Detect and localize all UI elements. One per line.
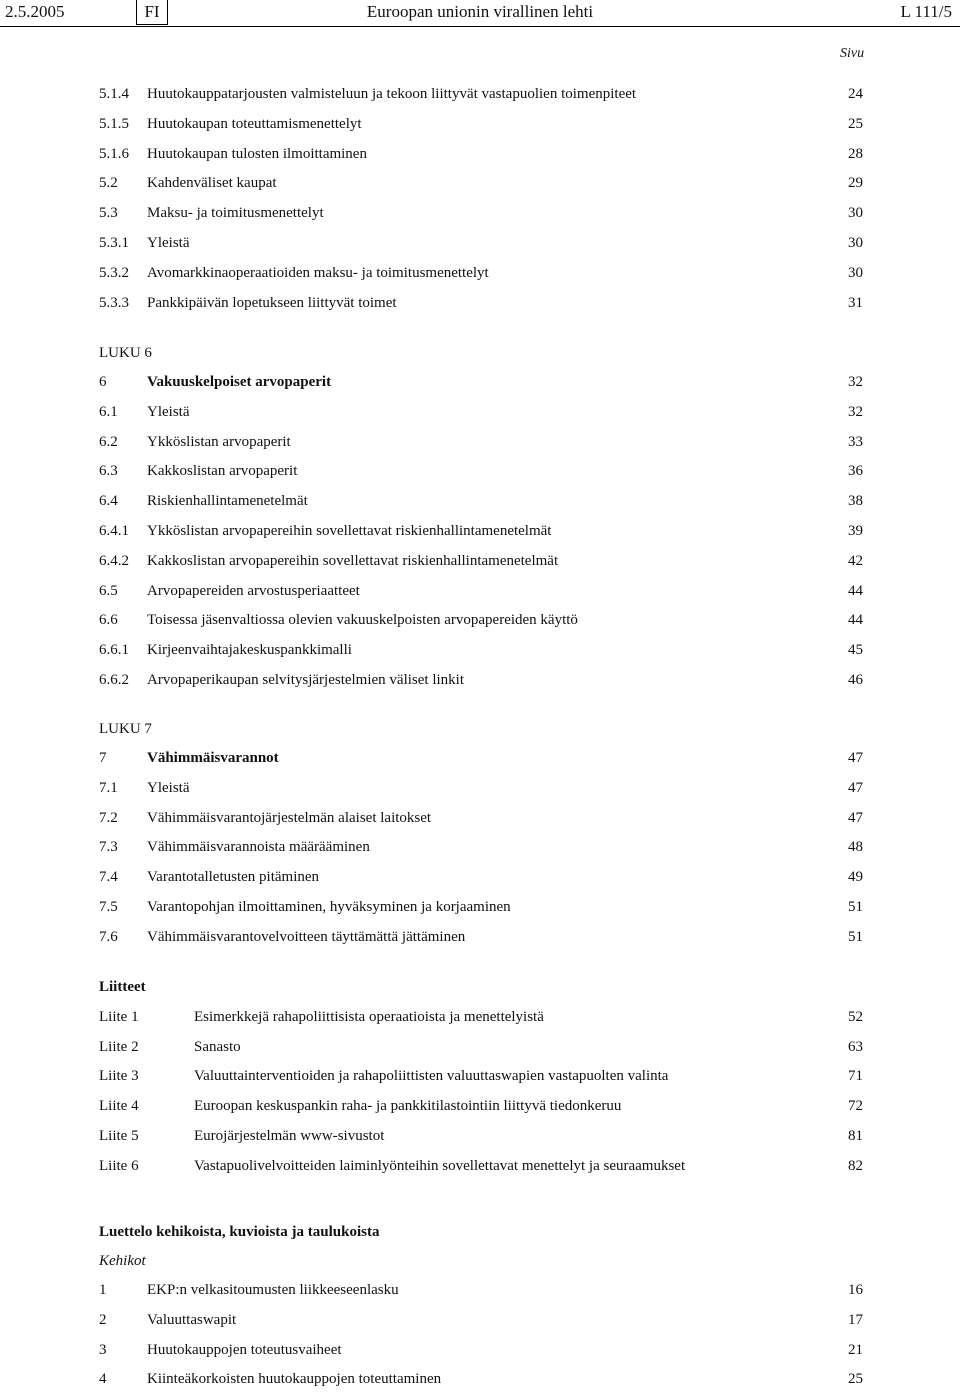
toc-entry-title: Kakkoslistan arvopapereihin sovellettavat riskienhallintamenetelmät xyxy=(147,552,559,569)
toc-entry-number: 6.4.1 xyxy=(99,523,129,539)
toc-entry-page: 47 xyxy=(848,750,863,766)
toc-entry-title: Huutokauppatarjousten valmisteluun ja tekoon liittyvät vastapuolien toimenpiteet xyxy=(147,86,637,102)
toc-entry-page: 63 xyxy=(848,1038,863,1055)
toc-entry-number: 6.3 xyxy=(99,463,118,480)
toc-entry-number: 6.2 xyxy=(99,433,118,450)
chapter-6-label: LUKU 6 xyxy=(99,345,152,361)
toc-entry-number: 5.1.5 xyxy=(99,115,129,132)
toc-entry-title: Arvopapereiden arvostusperiaatteet xyxy=(147,582,360,599)
toc-entry-title: Huutokaupan tulosten ilmoittaminen xyxy=(147,145,367,162)
toc-entry-number: Liite 3 xyxy=(99,1068,139,1085)
toc-entry-number: 5.1.6 xyxy=(99,145,129,162)
toc-entry-page: 45 xyxy=(848,642,863,659)
toc-entry xyxy=(0,1158,960,1180)
toc-entry xyxy=(0,929,960,951)
toc-entry xyxy=(0,404,960,426)
toc-entry-page: 36 xyxy=(848,463,863,480)
toc-entry-number: 6.6.2 xyxy=(99,672,129,688)
toc-entry xyxy=(0,1068,960,1090)
toc-entry-page: 51 xyxy=(848,928,863,945)
page-column-label: Sivu xyxy=(840,46,865,61)
toc-entry-page: 31 xyxy=(848,294,863,311)
toc-entry-number: Liite 1 xyxy=(99,1009,139,1025)
toc-entry xyxy=(0,86,960,108)
toc-entry-number: 5.3.2 xyxy=(99,264,129,281)
toc-entry-title: Varantotalletusten pitäminen xyxy=(147,869,320,886)
toc-entry xyxy=(0,1098,960,1120)
toc-entry xyxy=(0,1039,960,1061)
toc-entry-title: Vähimmäisvarannoista määrääminen xyxy=(147,839,370,856)
toc-entry-number: 6 xyxy=(99,374,107,390)
toc-entry-number: 5.3.1 xyxy=(99,235,129,251)
toc-entry-title: Varantopohjan ilmoittaminen, hyväksyminen ja korjaaminen xyxy=(147,899,511,915)
toc-entry-title: Huutokaupan toteuttamismenettelyt xyxy=(147,115,362,132)
toc-entry-number: Liite 2 xyxy=(99,1038,139,1055)
toc-entry-title: Riskienhallintamenetelmät xyxy=(147,493,308,510)
toc-entry-number: 3 xyxy=(99,1341,107,1358)
toc-entry xyxy=(0,642,960,664)
toc-entry-page: 72 xyxy=(848,1098,863,1115)
toc-entry xyxy=(0,672,960,694)
toc-entry-page: 17 xyxy=(848,1311,863,1328)
toc-entry-number: 5.1.4 xyxy=(99,86,129,102)
toc-entry-number: 6.1 xyxy=(99,403,118,420)
toc-entry-title: Vähimmäisvarantojärjestelmän alaiset laitokset xyxy=(147,809,432,826)
toc-entry-title: Ykköslistan arvopaperit xyxy=(147,433,291,450)
toc-entry xyxy=(0,1342,960,1364)
toc-entry-page: 24 xyxy=(848,86,863,102)
toc-entry-number: Liite 5 xyxy=(99,1127,139,1144)
toc-entry-title: Arvopaperikaupan selvitysjärjestelmien väliset linkit xyxy=(147,672,464,688)
toc-entry-title: Kakkoslistan arvopaperit xyxy=(147,463,298,480)
toc-entry-title: Vastapuolivelvoitteiden laiminlyönteihin sovellettavat menettelyt ja seuraamukset xyxy=(194,1157,686,1174)
figures-heading: Luettelo kehikoista, kuvioista ja taulukoista xyxy=(99,1224,380,1240)
toc-entry-page: 47 xyxy=(848,779,863,796)
toc-entry-page: 44 xyxy=(848,612,863,629)
header-date: 2.5.2005 xyxy=(5,2,65,21)
toc-entry-page: 33 xyxy=(848,433,863,450)
toc-entry xyxy=(0,205,960,227)
toc-entry-number: 4 xyxy=(99,1371,107,1388)
toc-entry-title: EKP:n velkasitoumusten liikkeeseenlasku xyxy=(147,1282,399,1298)
toc-entry xyxy=(0,265,960,287)
toc-entry-title: Kirjeenvaihtajakeskuspankkimalli xyxy=(147,642,352,659)
toc-entry-page: 49 xyxy=(848,869,863,886)
toc-entry-title: Avomarkkinaoperaatioiden maksu- ja toimitusmenettelyt xyxy=(147,264,489,281)
annexes-heading: Liitteet xyxy=(99,979,146,995)
toc-entry-number: Liite 6 xyxy=(99,1157,139,1174)
toc-entry-page: 47 xyxy=(848,809,863,826)
toc-entry-title: Huutokauppojen toteutusvaiheet xyxy=(147,1341,342,1358)
toc-entry xyxy=(0,175,960,197)
toc-entry-number: 7.5 xyxy=(99,899,118,915)
toc-entry-title: Pankkipäivän lopetukseen liittyvät toimet xyxy=(147,294,397,311)
page-number: L 111/5 xyxy=(900,2,952,21)
toc-entry-page: 52 xyxy=(848,1009,863,1025)
toc-entry-title: Toisessa jäsenvaltiossa olevien vakuuskelpoisten arvopapereiden käyttö xyxy=(147,612,578,629)
toc-entry-page: 28 xyxy=(848,145,863,162)
journal-title: Euroopan unionin virallinen lehti xyxy=(366,2,594,21)
toc-entry-page: 32 xyxy=(848,374,863,390)
chapter-7-label: LUKU 7 xyxy=(99,721,152,737)
toc-entry-number: 7.3 xyxy=(99,839,118,856)
toc-entry-title: Yleistä xyxy=(147,403,190,420)
toc-entry xyxy=(0,1282,960,1304)
toc-entry xyxy=(0,553,960,575)
toc-entry-page: 81 xyxy=(848,1127,863,1144)
toc-entry-number: 7 xyxy=(99,750,107,766)
toc-entry-title: Euroopan keskuspankin raha- ja pankkitilastointiin liittyvä tiedonkeruu xyxy=(194,1098,622,1115)
toc-entry-page: 29 xyxy=(848,175,863,192)
toc-entry-title: Yleistä xyxy=(147,235,190,251)
toc-entry-number: 5.3 xyxy=(99,205,118,222)
toc-entry-title: Vähimmäisvarannot xyxy=(147,750,279,766)
toc-entry xyxy=(0,899,960,921)
toc-entry-number: 6.6 xyxy=(99,612,118,629)
toc-entry-title: Maksu- ja toimitusmenettelyt xyxy=(147,205,324,222)
toc-entry-title: Eurojärjestelmän www-sivustot xyxy=(194,1127,385,1144)
toc-entry-number: 1 xyxy=(99,1282,107,1298)
toc-entry-page: 30 xyxy=(848,264,863,281)
toc-entry xyxy=(0,434,960,456)
toc-entry-title: Kahdenväliset kaupat xyxy=(147,175,277,192)
toc-entry-page: 82 xyxy=(848,1157,863,1174)
toc-entry xyxy=(0,146,960,168)
toc-entry-title: Valuuttaswapit xyxy=(147,1311,237,1328)
toc-entry-title: Vakuuskelpoiset arvopaperit xyxy=(147,374,332,390)
toc-entry-page: 21 xyxy=(848,1341,863,1358)
toc-entry-title: Ykköslistan arvopapereihin sovellettavat riskienhallintamenetelmät xyxy=(147,523,552,539)
toc-entry-number: 6.4.2 xyxy=(99,552,129,569)
toc-entry-page: 38 xyxy=(848,493,863,510)
toc-entry-title: Valuuttainterventioiden ja rahapoliittisten valuuttaswapien vastapuolten valinta xyxy=(194,1068,669,1085)
toc-entry-title: Yleistä xyxy=(147,779,190,796)
toc-entry-page: 46 xyxy=(848,672,863,688)
toc-entry xyxy=(0,235,960,257)
toc-entry-number: 7.4 xyxy=(99,869,118,886)
toc-entry xyxy=(0,750,960,772)
toc-entry xyxy=(0,869,960,891)
toc-entry-page: 51 xyxy=(848,899,863,915)
toc-entry xyxy=(0,463,960,485)
toc-entry xyxy=(0,523,960,545)
toc-entry xyxy=(0,116,960,138)
toc-entry xyxy=(0,493,960,515)
toc-entry xyxy=(0,1009,960,1031)
toc-entry-number: 5.2 xyxy=(99,175,118,192)
toc-entry-title: Esimerkkejä rahapoliittisista operaatioista ja menettelyistä xyxy=(194,1009,544,1025)
toc-entry-title: Vähimmäisvarantovelvoitteen täyttämättä jättäminen xyxy=(147,928,466,945)
toc-entry xyxy=(0,839,960,861)
toc-entry xyxy=(0,1128,960,1150)
toc-entry xyxy=(0,780,960,802)
toc-entry-number: 6.5 xyxy=(99,582,118,599)
toc-entry-page: 30 xyxy=(848,205,863,222)
toc-entry-number: 6.6.1 xyxy=(99,642,129,659)
toc-entry xyxy=(0,374,960,396)
toc-entry-number: 7.2 xyxy=(99,809,118,826)
toc-entry-page: 30 xyxy=(848,235,863,251)
toc-entry-number: 6.4 xyxy=(99,493,118,510)
toc-entry-page: 25 xyxy=(848,1371,863,1388)
toc-entry-page: 44 xyxy=(848,582,863,599)
toc-entry-page: 39 xyxy=(848,523,863,539)
toc-entry xyxy=(0,295,960,317)
toc-entry-page: 48 xyxy=(848,839,863,856)
toc-entry-number: 2 xyxy=(99,1311,107,1328)
toc-entry-page: 32 xyxy=(848,403,863,420)
toc-entry-page: 16 xyxy=(848,1282,863,1298)
journal-header xyxy=(0,0,960,27)
toc-entry-number: 7.1 xyxy=(99,779,118,796)
boxes-subheading: Kehikot xyxy=(99,1253,146,1269)
language-code: FI xyxy=(136,0,168,25)
toc-entry xyxy=(0,1371,960,1393)
toc-entry-number: 5.3.3 xyxy=(99,294,129,311)
toc-entry xyxy=(0,1312,960,1334)
toc-entry-number: 7.6 xyxy=(99,928,118,945)
toc-entry-page: 25 xyxy=(848,115,863,132)
toc-entry xyxy=(0,583,960,605)
toc-entry xyxy=(0,810,960,832)
toc-entry-number: Liite 4 xyxy=(99,1098,139,1115)
toc-entry xyxy=(0,612,960,634)
toc-entry-title: Kiinteäkorkoisten huutokauppojen toteuttaminen xyxy=(147,1371,442,1388)
toc-entry-title: Sanasto xyxy=(194,1038,241,1055)
toc-entry-page: 42 xyxy=(848,552,863,569)
toc-entry-page: 71 xyxy=(848,1068,863,1085)
